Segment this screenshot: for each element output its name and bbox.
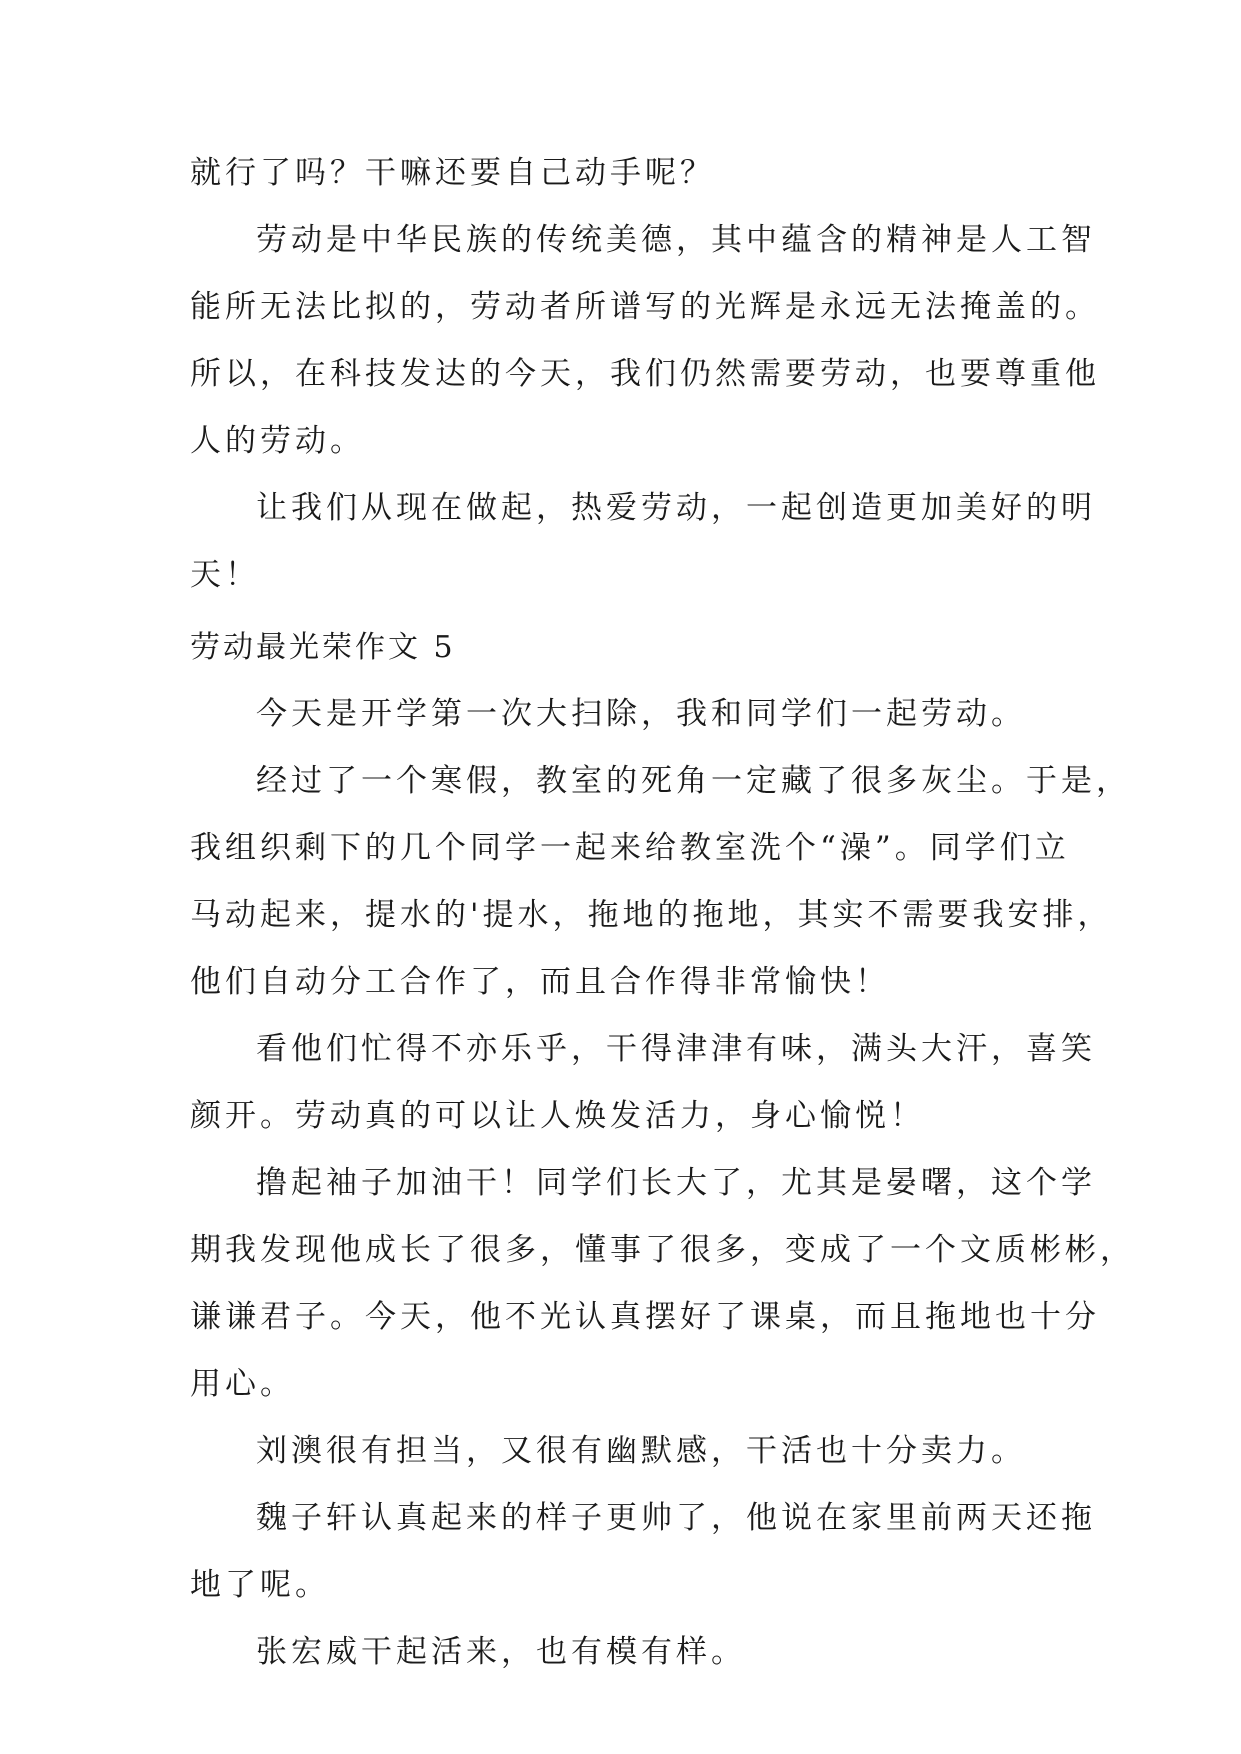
essay-section-5 — [190, 614, 1135, 1686]
paragraph-line: 人的劳动。 — [190, 423, 365, 459]
paragraph-line: 颜开。劳动真的可以让人焕发活力，身心愉悦！ — [190, 1098, 925, 1134]
paragraph-line: 就行了吗？干嘛还要自己动手呢？ — [190, 155, 715, 191]
paragraph-line: 期我发现他成长了很多，懂事了很多，变成了一个文质彬彬， — [190, 1232, 1135, 1268]
paragraph-line: 张宏威干起活来，也有模有样。 — [256, 1634, 746, 1670]
paragraph-line: 让我们从现在做起，热爱劳动，一起创造更加美好的明 — [256, 490, 1096, 526]
paragraph-line: 魏子轩认真起来的样子更帅了，他说在家里前两天还拖 — [256, 1500, 1096, 1536]
paragraph-line: 用心。 — [190, 1366, 295, 1402]
paragraph-line: 马动起来，提水的'提水，拖地的拖地，其实不需要我安排， — [190, 897, 1113, 933]
paragraph-line: 我组织剩下的几个同学一起来给教室洗个“澡”。同学们立 — [190, 830, 1070, 866]
paragraph-line: 天！ — [190, 557, 260, 593]
paragraph-line: 撸起袖子加油干！同学们长大了，尤其是晏曙，这个学 — [256, 1165, 1096, 1201]
paragraph-line: 今天是开学第一次大扫除，我和同学们一起劳动。 — [256, 696, 1026, 732]
paragraph-line: 谦谦君子。今天，他不光认真摆好了课桌，而且拖地也十分 — [190, 1299, 1100, 1335]
paragraph-line: 经过了一个寒假，教室的死角一定藏了很多灰尘。于是， — [256, 763, 1131, 799]
paragraph-line: 能所无法比拟的，劳动者所谱写的光辉是永远无法掩盖的。 — [190, 289, 1100, 325]
paragraph-line: 地了呢。 — [190, 1567, 330, 1603]
paragraph-line: 他们自动分工合作了，而且合作得非常愉快！ — [190, 964, 890, 1000]
paragraph-line: 劳动是中华民族的传统美德，其中蕴含的精神是人工智 — [256, 222, 1096, 258]
essay-section-continued — [190, 140, 1100, 609]
paragraph-line: 看他们忙得不亦乐乎，干得津津有味，满头大汗，喜笑 — [256, 1031, 1096, 1067]
paragraph-line: 所以，在科技发达的今天，我们仍然需要劳动，也要尊重他 — [190, 356, 1100, 392]
essay-heading: 劳动最光荣作文 5 — [190, 630, 456, 665]
paragraph-line: 刘澳很有担当，又很有幽默感，干活也十分卖力。 — [256, 1433, 1026, 1469]
